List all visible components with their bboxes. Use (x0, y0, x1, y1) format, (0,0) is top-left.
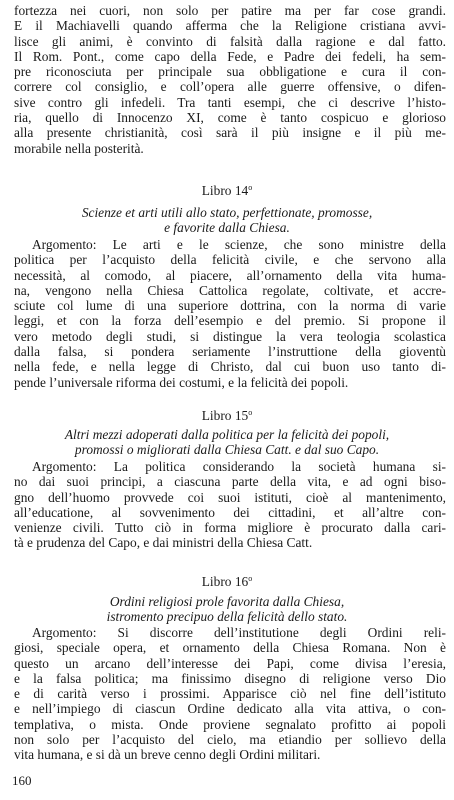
argomento-paragraph-libro-15 (14, 459, 446, 551)
text-line: leggi, et con la forza dell’esempio e del premio. Si propone il (14, 313, 446, 329)
text-line: dalla falsa, si pondera seriamente l’instruttione della gioventù (14, 344, 446, 360)
text-line: alla presente christianità, così sarà il più insigne e il più me- (14, 125, 446, 141)
page-number: 160 (12, 773, 32, 788)
section-subtitle-libro-14 (0, 205, 454, 236)
text-line: e nell’impiego di ciascun Ordine dedicato alla vita attiva, o con- (14, 701, 446, 717)
section-subtitle-libro-16 (0, 594, 454, 625)
text-line: vita humana, e si dà un breve cenno degli Ordini militari. (14, 747, 321, 763)
text-line: pende l’universale riforma dei costumi, e la felicità dei popoli. (14, 374, 349, 390)
heading-text: Libro 14 (201, 183, 249, 198)
text-line: e la falsa politica; ma finissimo disegno di religione verso Dio (14, 670, 446, 686)
subtitle-line: e favorite dalla Chiesa. (164, 220, 290, 236)
text-line: sciute col lume di una superiore dottrina, con la norma di varie (14, 298, 446, 314)
section-heading-libro-15 (0, 405, 454, 423)
text-line: ria, quello di Innocenzo XI, come è tanto cospicuo e glorioso (14, 110, 446, 126)
text-line: questo un arcano dell’interesse dei Papi, come divisa l’eresia, (14, 655, 446, 671)
text-line: morabile nella posterità. (14, 140, 144, 156)
text-line: na, vengono nella Chiesa Cattolica regolate, coltivate, et accre- (14, 282, 446, 298)
text-line: gno dell’huomo provvede coi suoi istituti, cioè al mantenimento, (14, 489, 446, 505)
heading-text: Libro 15 (201, 408, 249, 423)
text-line: correre col consiglio, e coll’opera alle guerre offensive, o difen- (14, 79, 446, 95)
heading-superscript: o (248, 408, 253, 417)
text-line: Argomento: La politica considerando la società humana si- (32, 459, 446, 474)
text-line: sive contro gli infedeli. Tra tanti esempi, che ci descrive l’histo- (14, 94, 446, 110)
subtitle-line: istromento precipuo della felicità dello stato. (106, 609, 348, 625)
text-line: non solo per l’acquisto del cielo, ma etiandio per sollievo della (14, 732, 446, 748)
text-line: fortezza nei cuori, non solo per patire ma per far cose grandi. (14, 3, 446, 18)
section-subtitle-libro-15 (0, 427, 454, 458)
text-line: Argomento: Le arti e le scienze, che sono ministre della (32, 237, 446, 252)
subtitle-line: promossi o migliorati dalla Chiesa Catt. e dal suo Capo. (74, 442, 380, 458)
text-line: Argomento: Si discorre dell’institutione degli Ordini reli- (32, 625, 446, 640)
argomento-paragraph-libro-16 (14, 625, 446, 763)
text-line: nella fede, e nella legge di Christo, dal cui buon uso tanto di- (14, 359, 446, 375)
section-heading-libro-14 (0, 180, 454, 198)
subtitle-line: Ordini religiosi prole favorita dalla Chiesa, (109, 594, 345, 609)
section-heading-libro-16 (0, 571, 454, 589)
heading-text: Libro 16 (201, 574, 249, 589)
heading-superscript: o (248, 183, 253, 192)
text-line: pre riconosciuta per principale sua obbligatione e cura il con- (14, 64, 446, 80)
text-line: tà e prudenza del Capo, e dai ministri della Chiesa Catt. (14, 535, 313, 551)
text-line: necessità, al comodo, al piacere, all’ornamento della vita huma- (14, 267, 446, 283)
text-line: lisce gli animi, è convinto di falsità dalla ragione e dal fatto. (14, 33, 446, 49)
text-line: templativa, o mista. Onde proviene segnalato profitto ai popoli (14, 716, 446, 732)
argomento-paragraph-libro-14 (14, 237, 446, 390)
text-line: giosi, speciale opera, et ornamento della Chiesa Romana. Non è (14, 640, 446, 656)
text-line: E il Machiavelli quando afferma che la Religione cristiana avvi- (14, 18, 446, 34)
text-line: vero metodo degli studi, si distingue la vera teologia scolastica (14, 328, 446, 344)
heading-superscript: o (248, 574, 253, 583)
text-line: e di carità verso i prossimi. Apparisce ciò nel fine dell’istituto (14, 686, 446, 702)
subtitle-line: Scienze et arti utili allo stato, perfettionate, promosse, (81, 205, 373, 220)
text-line: no dai suoi principi, a ciascuna parte della vita, e ad ogni biso- (14, 474, 446, 490)
subtitle-line: Altri mezzi adoperati dalla politica per la felicità dei popoli, (64, 427, 390, 442)
text-line: politica per l’acquisto della felicità civile, e che servono alla (14, 252, 446, 268)
text-line: Il Rom. Pont., come capo della Fede, e Padre dei fedeli, ha sem- (14, 48, 446, 64)
text-line: all’educatione, al sovvenimento dei cittadini, et all’altre con- (14, 504, 446, 520)
text-line: venienze civili. Tutto ciò in forma migliore è procurato dalla cari- (14, 520, 446, 536)
intro-paragraph (14, 3, 446, 156)
